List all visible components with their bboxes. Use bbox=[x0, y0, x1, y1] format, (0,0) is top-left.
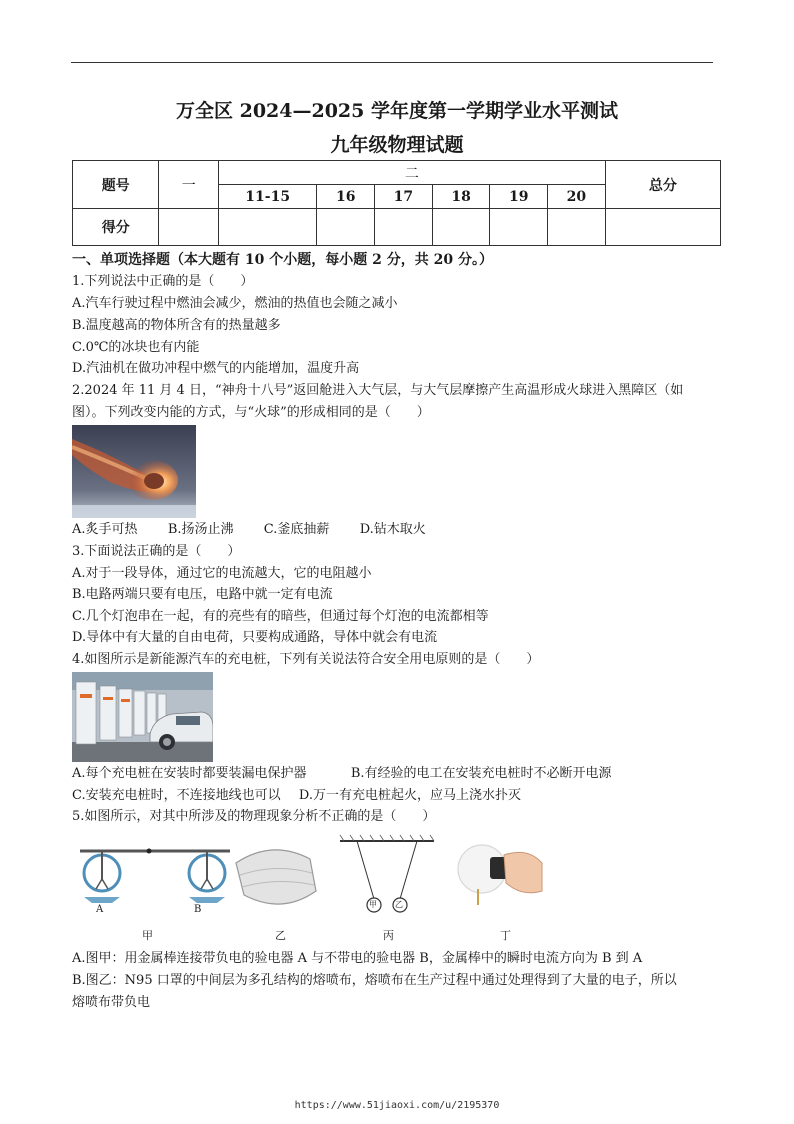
electroscope-b-label: B bbox=[194, 904, 202, 915]
q4-option-d: D.万一有充电桩起火，应马上浇水扑灭 bbox=[298, 788, 521, 803]
score-cell-one[interactable] bbox=[159, 209, 219, 246]
subcol-19: 19 bbox=[490, 185, 548, 209]
q3-option-d: D.导体中有大量的自由电荷，只要构成通路，导体中就会有电流 bbox=[72, 630, 438, 645]
q2-option-a: A.炙手可热 bbox=[72, 522, 138, 537]
q5-option-b-line2: 熔喷布带负电 bbox=[72, 995, 151, 1010]
q3-option-c: C.几个灯泡串在一起，有的亮些有的暗些，但通过每个灯泡的电流都相等 bbox=[72, 609, 489, 624]
q3-stem: 3.下面说法正确的是（ ） bbox=[72, 544, 241, 559]
exam-title: 万全区 2024—2025 学年度第一学期学业水平测试 bbox=[176, 100, 618, 122]
section-heading: 一、单项选择题（本大题有 10 个小题，每小题 2 分，共 20 分。） bbox=[72, 252, 493, 268]
question-number-header: 题号 bbox=[73, 161, 159, 209]
subcol-17: 17 bbox=[375, 185, 433, 209]
q5-stem: 5.如图所示，对其中所涉及的物理现象分析不正确的是（ ） bbox=[72, 809, 436, 824]
electroscope-a-label: A bbox=[96, 904, 104, 915]
total-header: 总分 bbox=[605, 161, 720, 209]
charging-station-image bbox=[72, 672, 213, 762]
q4-row1 bbox=[72, 765, 612, 783]
part-two-header: 二 bbox=[219, 161, 606, 185]
score-cell-16[interactable] bbox=[317, 209, 375, 246]
score-row-label: 得分 bbox=[73, 209, 159, 246]
q5-option-a: A.图甲：用金属棒连接带负电的验电器 A 与不带电的验电器 B，金属棒中的瞬时电流方向为 B 到 A bbox=[72, 951, 643, 966]
score-cell-20[interactable] bbox=[548, 209, 606, 246]
q2-option-c: C.釜底抽薪 bbox=[263, 522, 330, 537]
score-cell-18[interactable] bbox=[432, 209, 490, 246]
q1-option-b: B.温度越高的物体所含有的热量越多 bbox=[72, 318, 281, 333]
score-cell-total[interactable] bbox=[605, 209, 720, 246]
subcol-11-15: 11-15 bbox=[219, 185, 317, 209]
q2-stem-line1: 2.2024 年 11 月 4 日，“神舟十八号”返回舱进入大气层，与大气层摩擦产生高温形成火球进入黑障区（如 bbox=[72, 383, 684, 398]
q2-option-b: B.扬汤止沸 bbox=[167, 522, 234, 537]
q3-option-a: A.对于一段导体，通过它的电流越大，它的电阻越小 bbox=[72, 566, 372, 581]
pendulum-label-2: 乙 bbox=[395, 900, 403, 909]
fireball-image bbox=[72, 425, 196, 518]
score-cell-11-15[interactable] bbox=[219, 209, 317, 246]
q4-option-b: B.有经验的电工在安装充电桩时不必断开电源 bbox=[350, 766, 612, 781]
score-table bbox=[72, 160, 721, 246]
pendulum-label-1: 甲 bbox=[369, 900, 377, 909]
q4-option-a: A.每个充电桩在安装时都要装漏电保护器 bbox=[72, 766, 307, 781]
top-rule bbox=[71, 62, 713, 63]
subcol-16: 16 bbox=[317, 185, 375, 209]
q4-stem: 4.如图所示是新能源汽车的充电桩，下列有关说法符合安全用电原则的是（ ） bbox=[72, 652, 540, 667]
q1-stem: 1.下列说法中正确的是（ ） bbox=[72, 274, 254, 289]
q1-option-c: C.0℃的冰块也有内能 bbox=[72, 340, 200, 355]
q1-option-a: A.汽车行驶过程中燃油会减少，燃油的热值也会随之减小 bbox=[72, 296, 398, 311]
subcol-18: 18 bbox=[432, 185, 490, 209]
q4-row2 bbox=[72, 787, 521, 805]
q4-option-c: C.安装充电桩时，不连接地线也可以 bbox=[72, 788, 281, 803]
score-cell-19[interactable] bbox=[490, 209, 548, 246]
fig-label-yi: 乙 bbox=[275, 929, 286, 942]
q2-options bbox=[72, 521, 426, 539]
q3-option-b: B.电路两端只要有电压，电路中就一定有电流 bbox=[72, 587, 333, 602]
part-one-header: 一 bbox=[159, 161, 219, 209]
q1-option-d: D.汽油机在做功冲程中燃气的内能增加，温度升高 bbox=[72, 361, 360, 376]
fig-label-jia: 甲 bbox=[142, 929, 153, 942]
subcol-20: 20 bbox=[548, 185, 606, 209]
fig-label-ding: 丁 bbox=[500, 929, 511, 942]
q5-figure bbox=[72, 833, 562, 945]
score-cell-17[interactable] bbox=[375, 209, 433, 246]
q2-option-d: D.钻木取火 bbox=[359, 522, 426, 537]
exam-subtitle: 九年级物理试题 bbox=[330, 134, 464, 156]
footer-url[interactable]: https://www.51jiaoxi.com/u/2195370 bbox=[294, 1100, 500, 1111]
fig-label-bing: 丙 bbox=[383, 929, 394, 942]
q5-option-b-line1: B.图乙：N95 口罩的中间层为多孔结构的熔喷布，熔喷布在生产过程中通过处理得到了大量的电子，所以 bbox=[72, 973, 677, 988]
q2-stem-line2: 图）。下列改变内能的方式，与“火球”的形成相同的是（ ） bbox=[72, 405, 430, 420]
